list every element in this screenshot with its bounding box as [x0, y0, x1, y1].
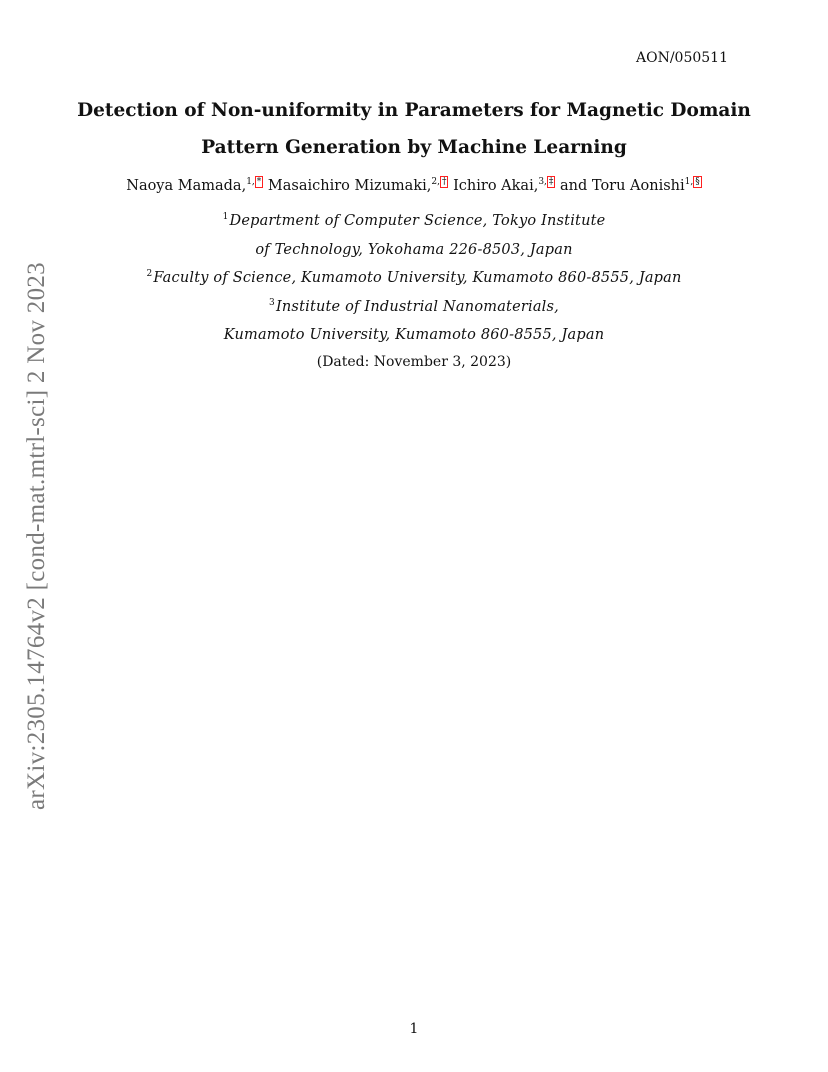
paper-title — [0, 92, 828, 166]
footnote-link[interactable]: ‡ — [548, 177, 554, 187]
title-line-1: Detection of Non-uniformity in Parameters for Magnetic Domain — [77, 100, 751, 121]
footnote-link[interactable]: * — [256, 177, 262, 187]
author-2 — [268, 178, 449, 194]
author-name: Masaichiro Mizumaki, — [267, 177, 432, 194]
arxiv-watermark: arXiv:2305.14764v2 [cond-mat.mtrl-sci] 2 Nov 2023 — [23, 262, 50, 810]
affiliation-marker: 3 — [269, 297, 275, 308]
author-list — [0, 176, 828, 194]
author-name: and Toru Aonishi — [560, 177, 685, 194]
affiliation-2: $^2$Faculty of Science, Kumamoto University, Kumamoto 860-8555, Japan — [146, 269, 682, 286]
affiliation-list — [0, 207, 828, 350]
affiliation-1-line-1: $^1$Department of Computer Science, Tokyo Institute — [222, 212, 606, 229]
affiliation-ref: 1, — [684, 177, 694, 187]
report-number: AON/050511 — [636, 50, 728, 66]
dated-line: (Dated: November 3, 2023) — [316, 354, 512, 370]
affiliation-3-line-1: $^3$Institute of Industrial Nanomaterials, — [269, 297, 559, 315]
author-name: Ichiro Akai, — [453, 177, 539, 194]
author-name: Naoya Mamada, — [126, 177, 247, 194]
affiliation-3-line-2: Kumamoto University, Kumamoto 860-8555, Japan — [223, 327, 605, 343]
affiliation-ref: 2, — [431, 177, 440, 187]
author-1 — [126, 178, 263, 194]
author-3 — [453, 178, 555, 194]
footnote-link[interactable]: § — [695, 177, 700, 187]
author-4 — [560, 178, 702, 194]
affiliation-ref: 1, — [246, 177, 255, 187]
affiliation-marker: 1 — [222, 212, 229, 223]
affiliation-1-line-2: of Technology, Yokohama 226-8503, Japan — [255, 241, 573, 258]
affiliation-ref: 3, — [538, 177, 547, 187]
footnote-link[interactable]: † — [441, 177, 447, 187]
page-number: 1 — [409, 1021, 419, 1037]
title-line-2: Pattern Generation by Machine Learning — [201, 137, 627, 158]
affiliation-marker: 2 — [146, 269, 153, 280]
